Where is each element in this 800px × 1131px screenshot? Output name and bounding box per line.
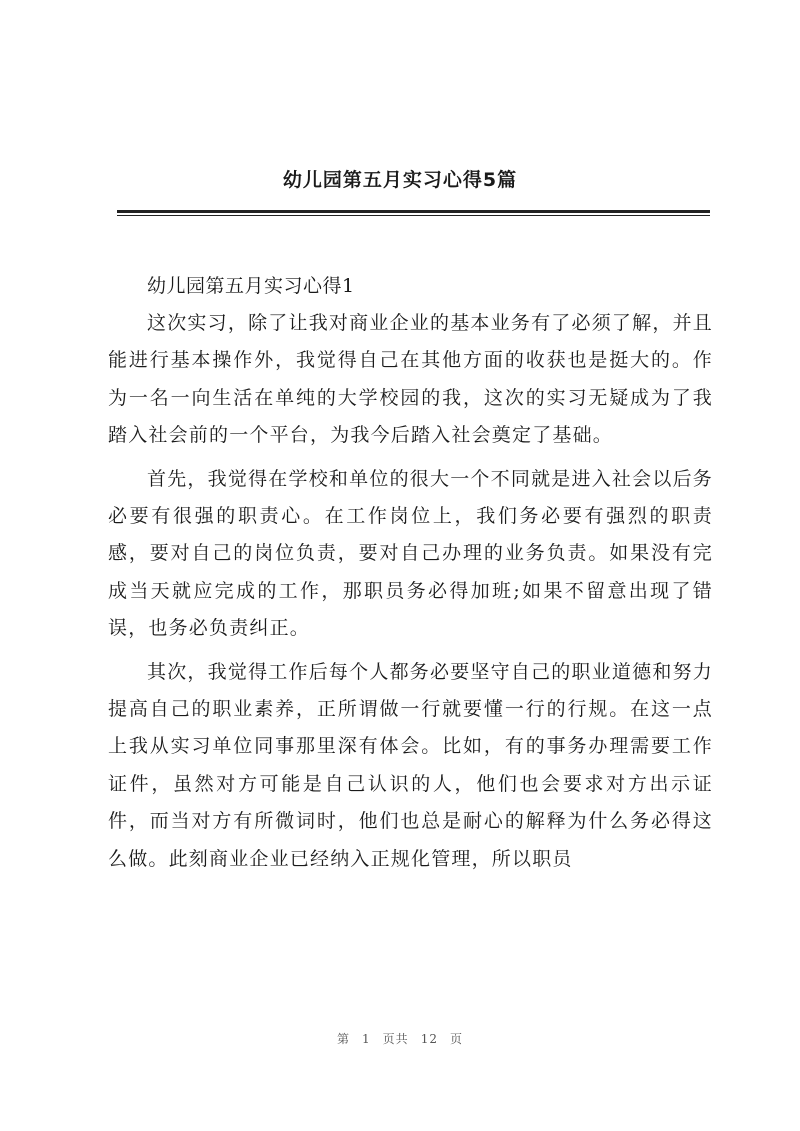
title-divider: [117, 210, 710, 216]
paragraph-1: 这次实习，除了让我对商业企业的基本业务有了必须了解，并且能进行基本操作外，我觉得自己在其他方面的收获也是挺大的。作为一名一向生活在单纯的大学校园的我，这次的实习无疑成为了我踏入社会前的一个平台，为我今后踏入社会奠定了基础。: [108, 312, 713, 447]
document-title: 幼儿园第五月实习心得5篇: [282, 169, 518, 191]
footer-label-of: 页共: [382, 1032, 409, 1046]
footer-total-pages: 12: [420, 1032, 438, 1046]
section-title: 幼儿园第五月实习心得1: [147, 275, 355, 297]
document-body: [108, 268, 713, 878]
footer-label-page: 第: [337, 1032, 351, 1046]
footer-label-pages: 页: [449, 1032, 463, 1046]
footer-current-page: 1: [362, 1032, 371, 1046]
paragraph-3: 其次，我觉得工作后每个人都务必要坚守自己的职业道德和努力提高自己的职业素养，正所谓做一行就要懂一行的行规。在这一点上我从实习单位同事那里深有体会。比如，有的事务办理需要工作证件，虽然对方可能是自己认识的人，他们也会要求对方出示证件，而当对方有所微词时，他们也总是耐心的解释为什么务必得这么做。此刻商业企业已经纳入正规化管理，所以职员: [108, 660, 713, 870]
page-footer: [0, 1030, 800, 1047]
paragraph-2: 首先，我觉得在学校和单位的很大一个不同就是进入社会以后务必要有很强的职责心。在工作岗位上，我们务必要有强烈的职责感，要对自己的岗位负责，要对自己办理的业务负责。如果没有完成当天就应完成的工作，那职员务必得加班;如果不留意出现了错误，也务必负责纠正。: [108, 467, 713, 640]
